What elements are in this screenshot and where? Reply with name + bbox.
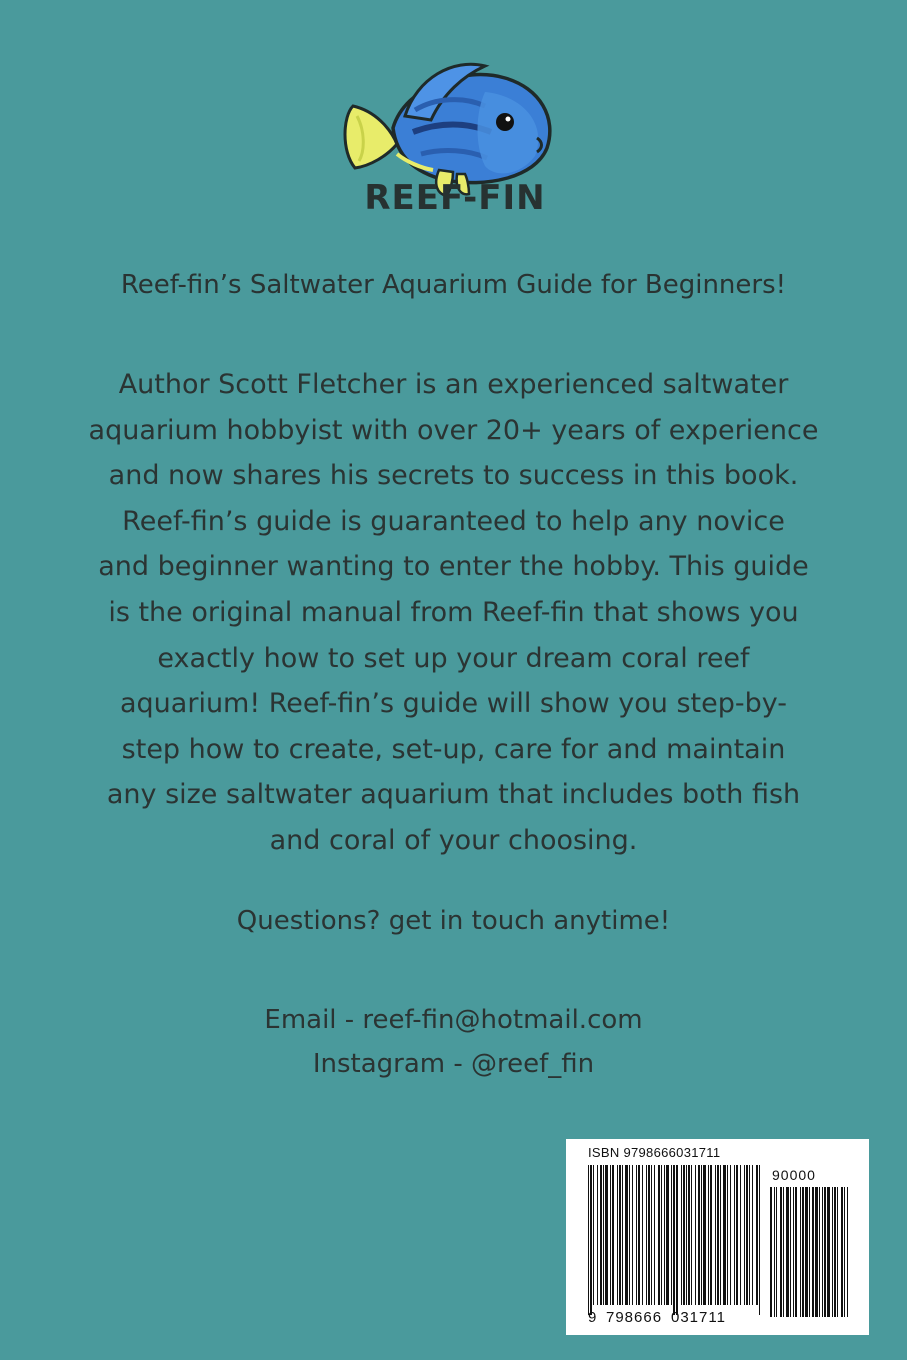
questions-text: Questions? get in touch anytime! [236, 906, 671, 936]
barcode-box [566, 1139, 869, 1335]
email-line: Email - reef-fin@hotmail.com [264, 1005, 643, 1035]
book-heading: Reef-fin’s Saltwater Aquarium Guide for Beginners! [120, 270, 787, 300]
description-line: aquarium hobbyist with over 20+ years of experience [88, 414, 819, 446]
description-line: and coral of your choosing. [269, 824, 638, 856]
description-line: and now shares his secrets to success in this book. [108, 460, 799, 492]
barcode [566, 1139, 869, 1335]
description-line: any size saltwater aquarium that includes both fish [106, 779, 801, 811]
description-line: is the original manual from Reef-fin that shows you [108, 596, 799, 628]
description-line: step how to create, set-up, care for and maintain [121, 733, 786, 765]
barcode-digit-prefix: 9 [588, 1309, 598, 1326]
isbn-label: ISBN 9798666031711 [588, 1145, 721, 1160]
price-addon: 90000 [772, 1167, 816, 1183]
description-line: and beginner wanting to enter the hobby. This guide [98, 551, 809, 583]
description-line: exactly how to set up your dream coral reef [157, 642, 750, 674]
brand-name: REEF-FIN [364, 178, 546, 218]
description-line: aquarium! Reef-fin’s guide will show you step-by- [120, 688, 787, 720]
instagram-line: Instagram - @reef_fin [312, 1049, 595, 1079]
description-line: Reef-fin’s guide is guaranteed to help any novice [122, 505, 785, 537]
barcode-digit-group-2: 031711 [671, 1309, 726, 1326]
barcode-digit-group-1: 798666 [606, 1309, 663, 1326]
contact-info [0, 998, 907, 1086]
description [40, 362, 867, 864]
description-line: Author Scott Fletcher is an experienced saltwater [118, 369, 789, 400]
